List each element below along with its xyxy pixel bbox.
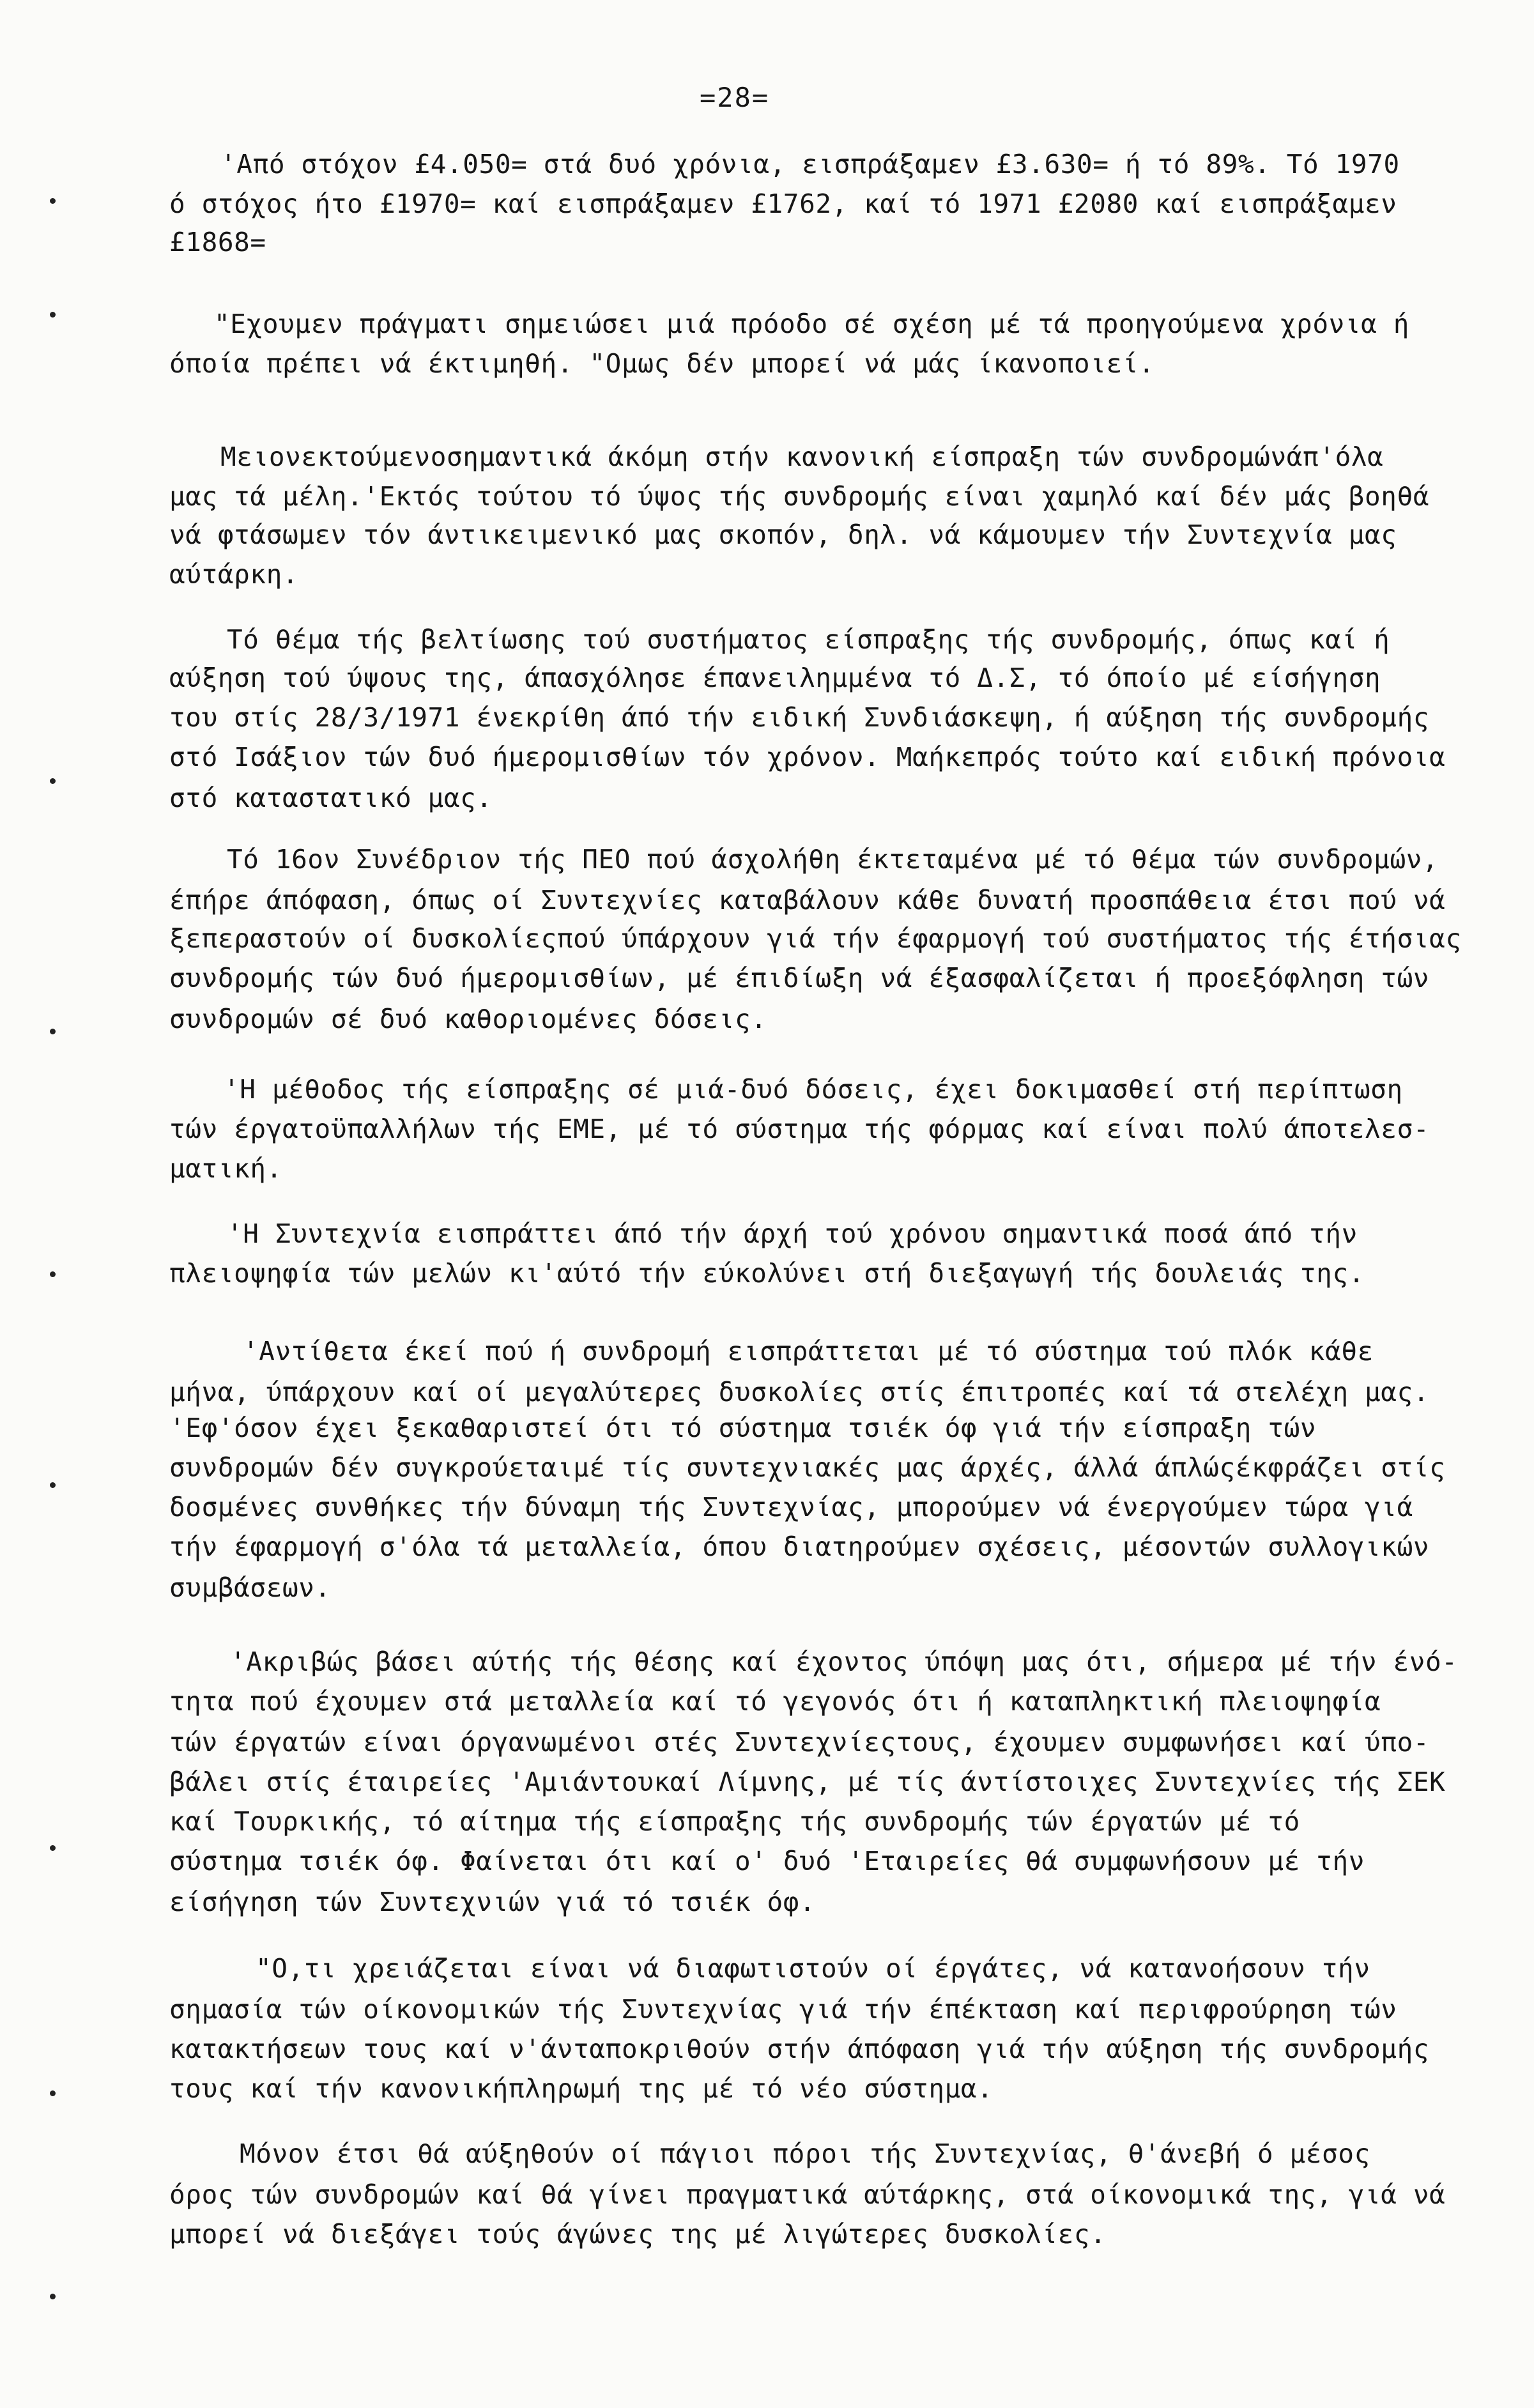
text-line: £1868= (169, 227, 266, 257)
text-line: "Ο,τι χρειάζεται είναι νά διαφωτιστούν οί έργάτες, νά κατανοήσουν τήν (256, 1953, 1370, 1984)
text-line: Τό θέμα τής βελτίωσης τού συστήματος είσπραξης τής συνδρομής, όπως καί ή (227, 624, 1390, 655)
margin-dot (50, 312, 56, 318)
text-line: καί Τουρκικής, τό αίτημα τής είσπραξης τής συνδρομής τών έργατών μέ τό (169, 1806, 1300, 1837)
text-line: "Εχουμεν πράγματι σημειώσει μιά πρόοδο σέ σχέση μέ τά προηγούμενα χρόνια ή (214, 309, 1410, 339)
text-line: μήνα, ύπάρχουν καί οί μεγαλύτερες δυσκολίες στίς έπιτροπές καί τά στελέχη μας. (169, 1377, 1430, 1407)
text-line: στό καταστατικό μας. (169, 783, 493, 813)
text-line: ξεπεραστούν οί δυσκολίεςπού ύπάρχουν γιά τήν έφαρμογή τού συστήματος τής έτήσιας (169, 923, 1462, 954)
text-line: δοσμένες συνθήκες τήν δύναμη τής Συντεχνίας, μπορούμεν νά ένεργούμεν τώρα γιά (169, 1492, 1413, 1522)
text-line: ματική. (169, 1153, 282, 1184)
text-line: 'Η μέθοδος τής είσπραξης σέ μιά-δυό δόσεις, έχει δοκιμασθεί στή περίπτωση (224, 1074, 1403, 1105)
margin-dot (50, 778, 56, 784)
margin-dot (50, 198, 56, 204)
text-line: συνδρομής τών δυό ήμερομισθίων, μέ έπιδίωξη νά έξασφαλίζεται ή προεξόφληση τών (169, 963, 1430, 993)
text-line: όρος τών συνδρομών καί θά γίνει πραγματικά αύτάρκης, στά οίκονομικά της, γιά νά (169, 2179, 1446, 2210)
text-line: Μειονεκτούμενοσημαντικά άκόμη στήν κανονική είσπραξη τών συνδρομώνάπ'όλα (220, 441, 1384, 472)
margin-dot (50, 1845, 56, 1851)
text-line: συνδρομών σέ δυό καθοριομένες δόσεις. (169, 1004, 767, 1034)
text-line: τών έργατοϋπαλλήλων τής ΕΜΕ, μέ τό σύστημα τής φόρμας καί είναι πολύ άποτελεσ- (169, 1114, 1430, 1144)
text-line: Τό 16ον Συνέδριον τής ΠΕΟ πού άσχολήθη έκτεταμένα μέ τό θέμα τών συνδρομών, (227, 844, 1439, 875)
text-line: μας τά μέλη.'Εκτός τούτου τό ύψος τής συνδρομής είναι χαμηλό καί δέν μάς βοηθά (169, 481, 1430, 512)
margin-dot (50, 1029, 56, 1034)
text-line: αύξηση τού ύψους της, άπασχόλησε έπανειλημμένα τό Δ.Σ, τό όποίο μέ είσήγηση (169, 663, 1381, 693)
text-line: 'Αντίθετα έκεί πού ή συνδρομή εισπράττεται μέ τό σύστημα τού πλόκ κάθε (243, 1336, 1374, 1367)
margin-dot (50, 1271, 56, 1277)
text-line: αύτάρκη. (169, 559, 299, 590)
text-line: συμβάσεων. (169, 1572, 331, 1603)
text-line: έπήρε άπόφαση, όπως οί Συντεχνίες καταβάλουν κάθε δυνατή προσπάθεια έτσι πού νά (169, 885, 1446, 916)
text-line: στό Ισάξιον τών δυό ήμερομισθίων τόν χρόνον. Μαήκεπρός τούτο καί ειδική πρόνοια (169, 742, 1446, 772)
margin-dot (50, 2294, 56, 2299)
text-line: όποία πρέπει νά έκτιμηθή. "Ομως δέν μπορεί νά μάς ίκανοποιεί. (169, 348, 1155, 379)
text-line: βάλει στίς έταιρείες 'Αμιάντουκαί Λίμνης, μέ τίς άντίστοιχες Συντεχνίες τής ΣΕΚ (169, 1767, 1446, 1797)
text-line: του στίς 28/3/1971 ένεκρίθη άπό τήν ειδική Συνδιάσκεψη, ή αύξηση τής συνδρομής (169, 702, 1430, 733)
text-line: τητα πού έχουμεν στά μεταλλεία καί τό γεγονός ότι ή καταπληκτική πλειοψηφία (169, 1686, 1381, 1717)
text-line: συνδρομών δέν συγκρούεταιμέ τίς συντεχνιακές μας άρχές, άλλά άπλώςέκφράζει στίς (169, 1452, 1446, 1483)
text-line: σύστημα τσιέκ όφ. Φαίνεται ότι καί ο' δυό 'Εταιρείες θά συμφωνήσουν μέ τήν (169, 1846, 1365, 1876)
text-line: κατακτήσεων τους καί ν'άνταποκριθούν στήν άπόφαση γιά τήν αύξηση τής συνδρομής (169, 2034, 1430, 2064)
margin-dot (50, 1482, 56, 1488)
text-line: πλειοψηφία τών μελών κι'αύτό τήν εύκολύνει στή διεξαγωγή τής δουλειάς της. (169, 1258, 1365, 1289)
text-line: 'Εφ'όσον έχει ξεκαθαριστεί ότι τό σύστημα τσιέκ όφ γιά τήν είσπραξη τών (169, 1413, 1317, 1443)
text-line: 'Ακριβώς βάσει αύτής τής θέσης καί έχοντος ύπόψη μας ότι, σήμερα μέ τήν ένό- (230, 1646, 1458, 1677)
text-line: τών έργατών είναι όργανωμένοι στές Συντεχνίεςτους, έχουμεν συμφωνήσει καί ύπο- (169, 1727, 1430, 1758)
text-line: τους καί τήν κανονικήπληρωμή της μέ τό νέο σύστημα. (169, 2073, 993, 2104)
page-number: =28= (700, 82, 770, 113)
text-line: 'Από στόχον £4.050= στά δυό χρόνια, εισπράξαμεν £3.630= ή τό 89%. Τό 1970 (220, 149, 1400, 180)
text-line: μπορεί νά διεξάγει τούς άγώνες της μέ λιγώτερες δυσκολίες. (169, 2219, 1107, 2250)
text-line: ό στόχος ήτο £1970= καί εισπράξαμεν £1762, καί τό 1971 £2080 καί εισπράξαμεν (169, 188, 1397, 219)
text-line: νά φτάσωμεν τόν άντικειμενικό μας σκοπόν, δηλ. νά κάμουμεν τήν Συντεχνία μας (169, 519, 1397, 550)
text-line: 'Η Συντεχνία εισπράττει άπό τήν άρχή τού χρόνου σημαντικά ποσά άπό τήν (227, 1218, 1358, 1249)
margin-dot (50, 2090, 56, 2096)
text-line: Μόνον έτσι θά αύξηθούν οί πάγιοι πόροι τής Συντεχνίας, θ'άνεβή ό μέσος (240, 2138, 1370, 2169)
text-line: είσήγηση τών Συντεχνιών γιά τό τσιέκ όφ. (169, 1887, 816, 1917)
text-line: σημασία τών οίκονομικών τής Συντεχνίας γιά τήν έπέκταση καί περιφρούρηση τών (169, 1994, 1397, 2025)
text-line: τήν έφαρμογή σ'όλα τά μεταλλεία, όπου διατηρούμεν σχέσεις, μέσοντών συλλογικών (169, 1531, 1430, 1562)
